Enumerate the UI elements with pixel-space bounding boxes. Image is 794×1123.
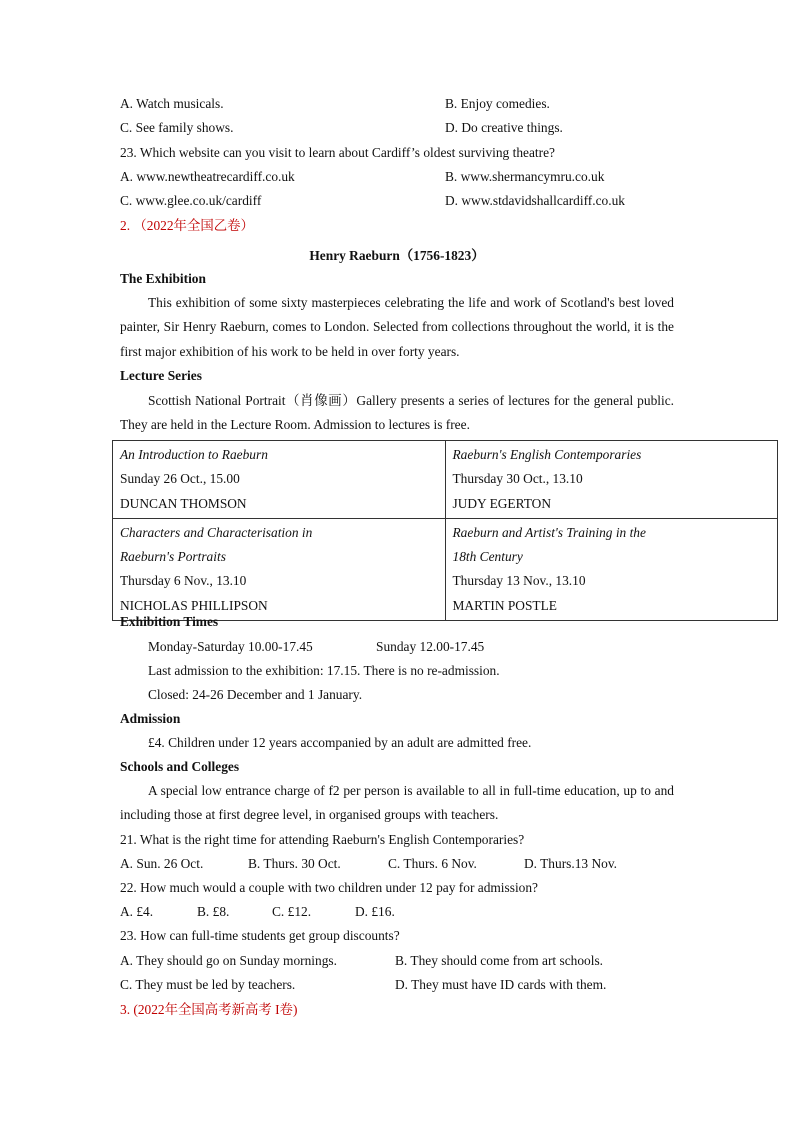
lecture-heading: Lecture Series — [120, 368, 202, 383]
question-23: 23. How can full-time students get group discounts? — [120, 928, 400, 943]
lecture-time: Sunday 26 Oct., 15.00 — [120, 471, 240, 487]
exhibition-heading: The Exhibition — [120, 271, 206, 286]
section-2-label: 2. （2022年全国乙卷） — [120, 218, 254, 233]
schools-text: A special low entrance charge of f2 per person is available to all in full-time education, up to and including those at first degree level, in organised groups with teachers. — [120, 783, 674, 823]
option-d: D. www.stdavidshallcardiff.co.uk — [445, 193, 625, 208]
lecture-text: Scottish National Portrait（肖像画）Gallery presents a series of lectures for the general public. They are held in the Lecture Room. Admission to lectures is free. — [120, 393, 674, 433]
option-d: D. They must have ID cards with them. — [395, 977, 607, 992]
times-weekday: Monday-Saturday 10.00-17.45 — [148, 639, 313, 654]
lecture-cell — [445, 441, 778, 519]
option-c: C. www.glee.co.uk/cardiff — [120, 193, 262, 208]
times-heading: Exhibition Times — [120, 614, 219, 629]
admission-heading: Admission — [120, 711, 181, 726]
option-a: A. Watch musicals. — [120, 96, 224, 111]
exhibition-text: This exhibition of some sixty masterpieces celebrating the life and work of Scotland's best loved painter, Sir Henry Raeburn, comes to London. Selected from collections throughout the world, it is the first major exhibition of his work to be held in over forty years. — [120, 295, 674, 359]
lecture-title-cont: Raeburn's Portraits — [120, 549, 226, 565]
lecture-speaker: NICHOLAS PHILLIPSON — [120, 597, 268, 613]
option-a: A. Sun. 26 Oct. — [120, 856, 204, 871]
option-d: D. Do creative things. — [445, 120, 563, 135]
lecture-time: Thursday 6 Nov., 13.10 — [120, 573, 247, 589]
option-c: C. Thurs. 6 Nov. — [388, 856, 477, 871]
option-b: B. www.shermancymru.co.uk — [445, 169, 605, 184]
passage-title: Henry Raeburn（1756-1823） — [309, 248, 485, 263]
lecture-title: Raeburn's English Contemporaries — [452, 447, 642, 462]
lecture-title: An Introduction to Raeburn — [120, 447, 268, 462]
admission-text: £4. Children under 12 years accompanied by an adult are admitted free. — [148, 735, 532, 750]
exhibition-paragraph — [120, 291, 674, 364]
lecture-title: Characters and Characterisation in — [120, 524, 313, 540]
lecture-time: Thursday 13 Nov., 13.10 — [452, 573, 586, 589]
lecture-table — [112, 440, 778, 621]
option-a: A. www.newtheatrecardiff.co.uk — [120, 169, 295, 184]
lecture-speaker: JUDY EGERTON — [452, 495, 552, 511]
table-row — [113, 441, 778, 519]
option-a: A. £4. — [120, 904, 154, 919]
option-b: B. Thurs. 30 Oct. — [248, 856, 341, 871]
lecture-speaker: MARTIN POSTLE — [452, 597, 557, 613]
closed-dates: Closed: 24-26 December and 1 January. — [148, 687, 363, 702]
option-d: D. £16. — [355, 904, 395, 919]
lecture-cell — [113, 518, 446, 620]
option-a: A. They should go on Sunday mornings. — [120, 953, 337, 968]
option-c: C. £12. — [272, 904, 312, 919]
option-b: B. They should come from art schools. — [395, 953, 604, 968]
last-admission: Last admission to the exhibition: 17.15. There is no re-admission. — [148, 663, 500, 678]
lecture-speaker: DUNCAN THOMSON — [120, 495, 247, 511]
lecture-cell — [113, 441, 446, 519]
table-row — [113, 518, 778, 620]
option-c: C. They must be led by teachers. — [120, 977, 296, 992]
option-b: B. £8. — [197, 904, 230, 919]
lecture-paragraph — [120, 389, 674, 438]
question-22: 22. How much would a couple with two children under 12 pay for admission? — [120, 880, 538, 895]
lecture-title-cont: 18th Century — [452, 549, 523, 565]
lecture-title: Raeburn and Artist's Training in the — [452, 524, 646, 540]
lecture-time: Thursday 30 Oct., 13.10 — [452, 471, 583, 487]
option-d: D. Thurs.13 Nov. — [524, 856, 617, 871]
schools-paragraph — [120, 779, 674, 828]
option-c: C. See family shows. — [120, 120, 234, 135]
times-sunday: Sunday 12.00-17.45 — [376, 639, 485, 654]
question-21: 21. What is the right time for attending Raeburn's English Contemporaries? — [120, 832, 525, 847]
lecture-cell — [445, 518, 778, 620]
option-b: B. Enjoy comedies. — [445, 96, 550, 111]
section-3-label: 3. (2022年全国高考新高考 I卷) — [120, 1002, 298, 1017]
schools-heading: Schools and Colleges — [120, 759, 240, 774]
question-23-prev: 23. Which website can you visit to learn about Cardiff’s oldest surviving theatre? — [120, 145, 555, 160]
